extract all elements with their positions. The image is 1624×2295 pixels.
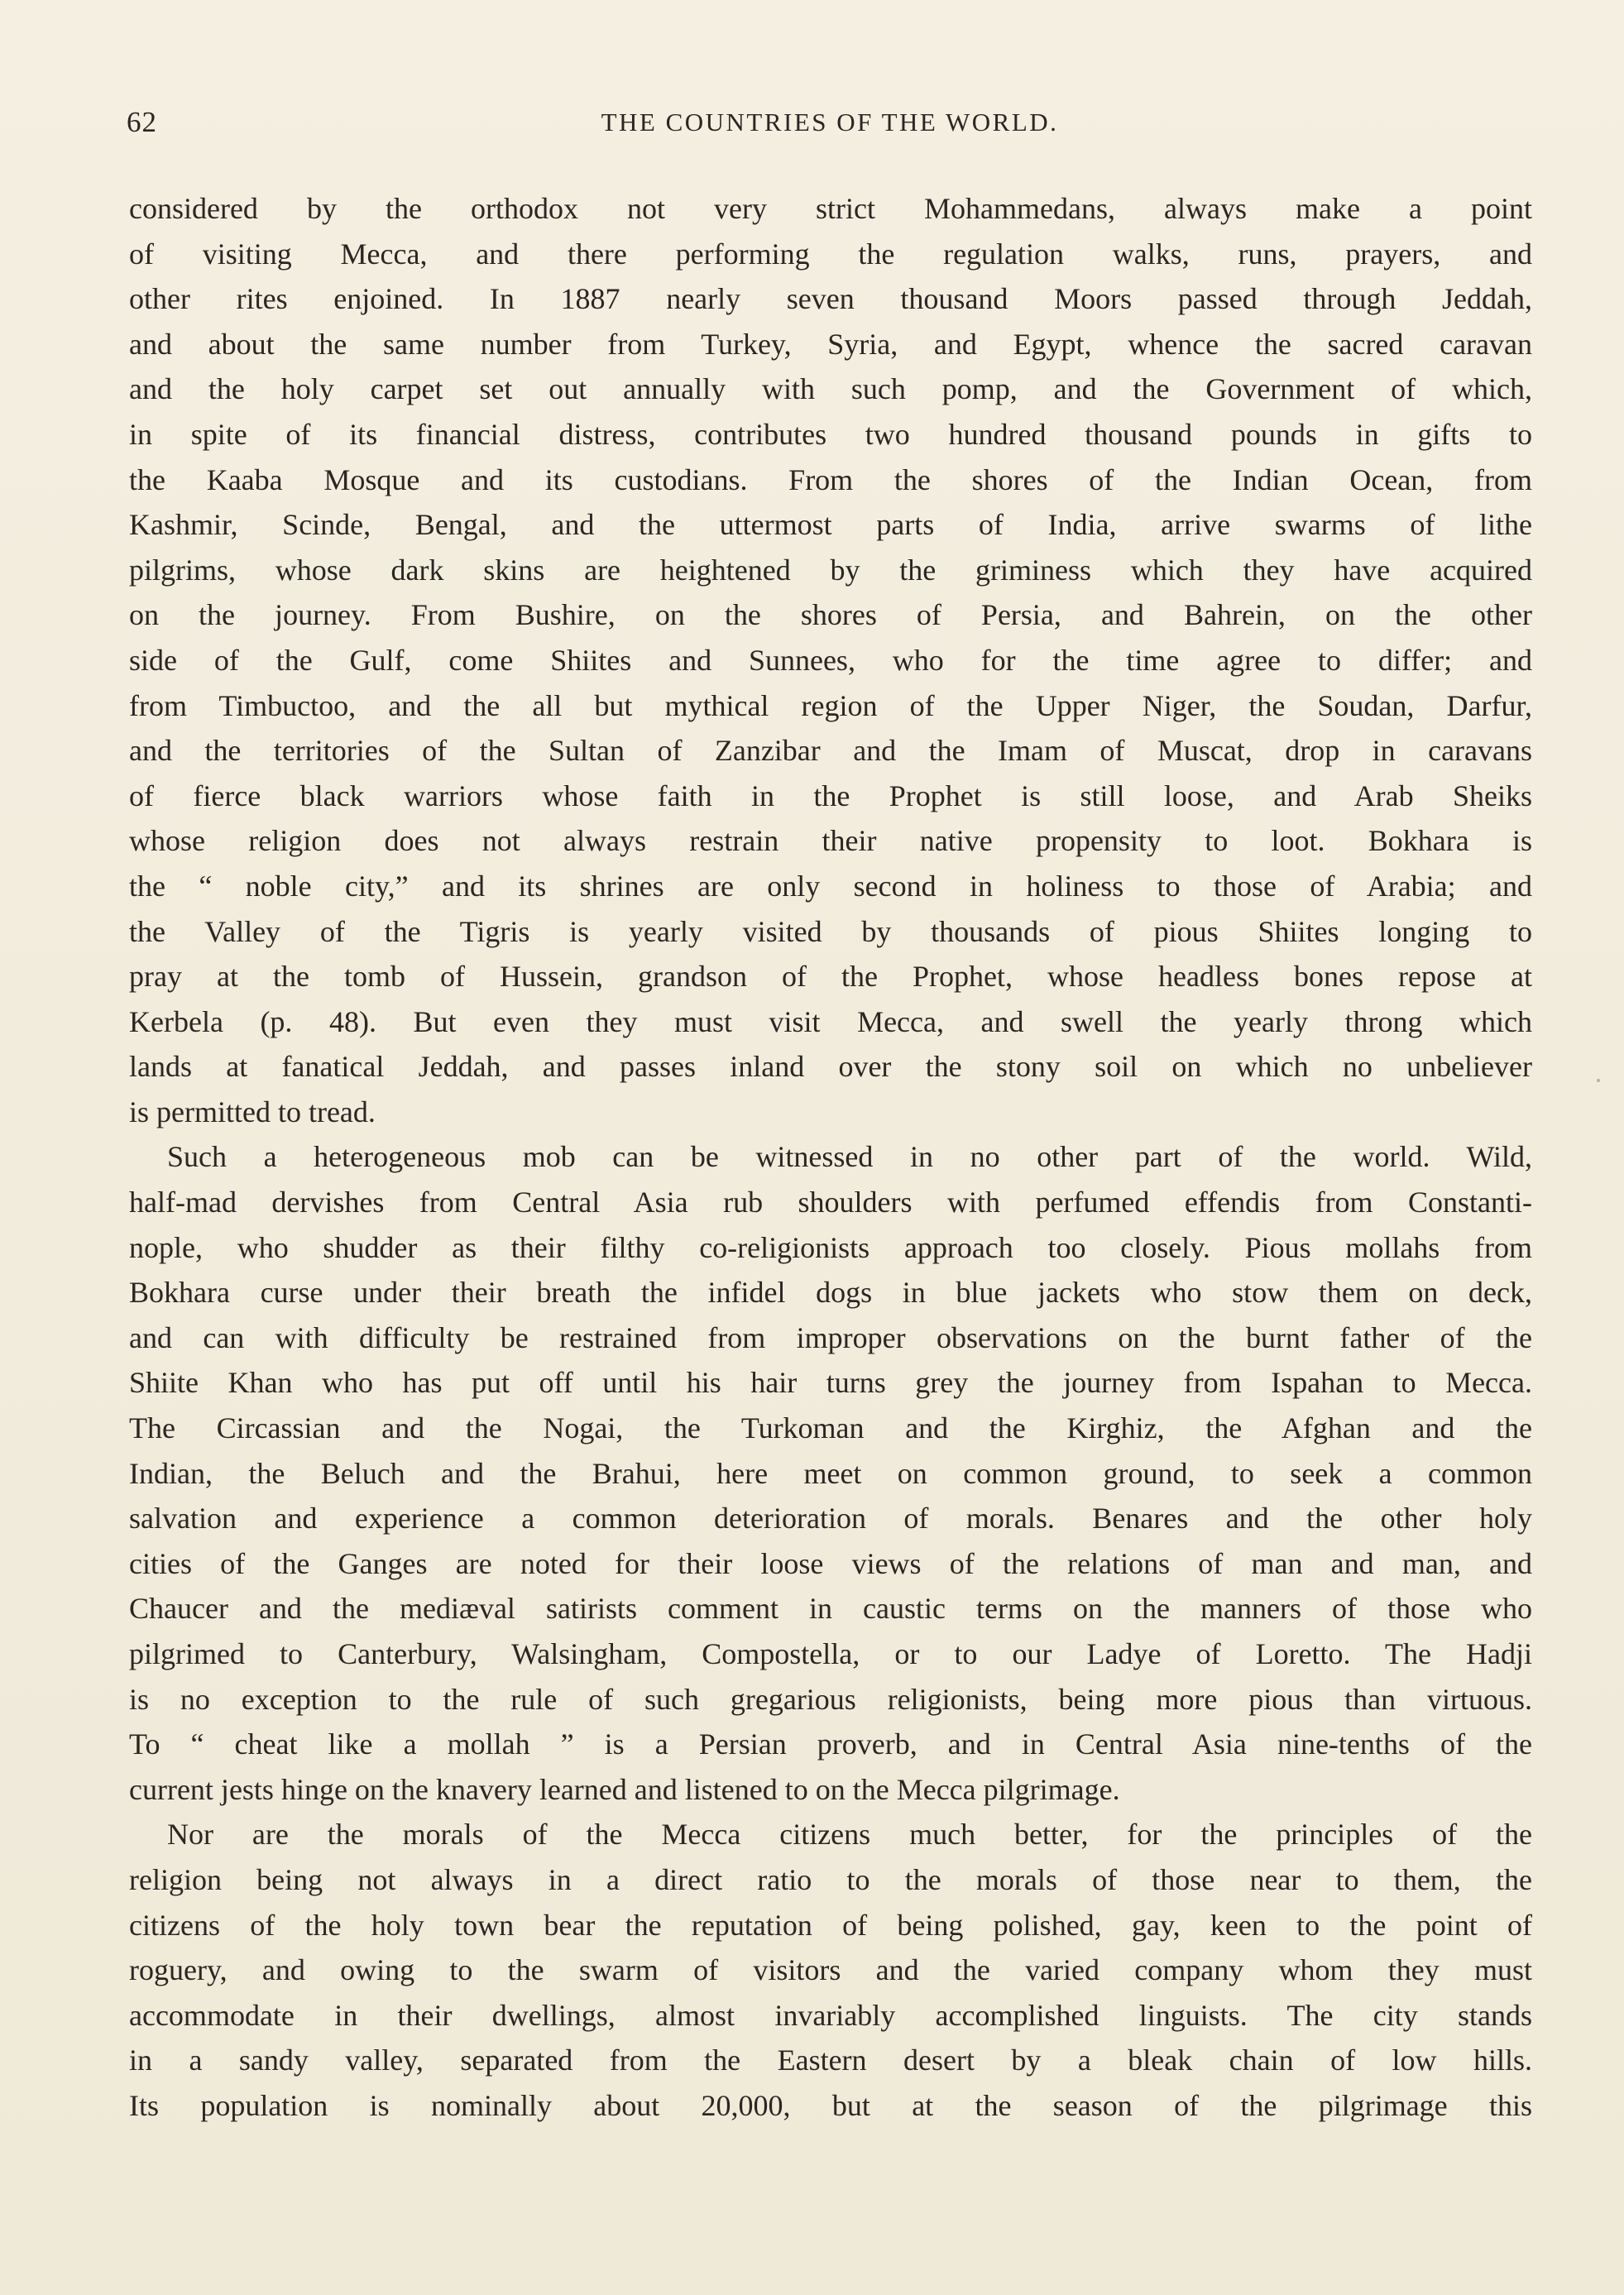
text-line: religion being not always in a direct ratio to the morals of those near to them, the — [129, 1862, 1532, 1896]
text-line: considered by the orthodox not very strict Mohammedans, always make a point — [129, 192, 1532, 225]
text-line: Shiite Khan who has put off until his hair turns grey the journey from Ispahan to Mecca. — [129, 1366, 1532, 1400]
text-line: in spite of its financial distress, contributes two hundred thousand pounds in gifts to — [129, 417, 1532, 451]
text-line: and the territories of the Sultan of Zanzibar and the Imam of Muscat, drop in caravans — [129, 734, 1532, 768]
text-line: pilgrimed to Canterbury, Walsingham, Compostella, or to our Ladye of Loretto. The Hadji — [129, 1637, 1532, 1670]
text-line: the Valley of the Tigris is yearly visited by thousands of pious Shiites longing to — [129, 914, 1532, 948]
paragraph-start-line: Nor are the morals of the Mecca citizens much better, for the principles of the — [167, 1818, 1532, 1852]
text-line: and can with difficulty be restrained from improper observations on the burnt father of the — [129, 1320, 1532, 1354]
text-line: Kerbela (p. 48). But even they must visit Mecca, and swell the yearly throng which — [129, 1004, 1532, 1038]
text-line: cities of the Ganges are noted for their loose views of the relations of man and man, and — [129, 1546, 1532, 1580]
text-line: pray at the tomb of Hussein, grandson of the Prophet, whose headless bones repose at — [129, 960, 1532, 994]
text-line: nople, who shudder as their filthy co-religionists approach too closely. Pious mollahs from — [129, 1230, 1532, 1264]
text-line: other rites enjoined. In 1887 nearly seven thousand Moors passed through Jeddah, — [129, 282, 1532, 316]
text-line: current jests hinge on the knavery learned and listened to on the Mecca pilgrimage. — [129, 1772, 1120, 1806]
body-text — [129, 186, 1532, 2129]
text-line: of fierce black warriors whose faith in the Prophet is still loose, and Arab Sheiks — [129, 779, 1532, 812]
text-line: pilgrims, whose dark skins are heightened by the griminess which they have acquired — [129, 553, 1532, 587]
text-line: the “ noble city,” and its shrines are only second in holiness to those of Arabia; and — [129, 869, 1532, 903]
text-line: in a sandy valley, separated from the Eastern desert by a bleak chain of low hills. — [129, 2043, 1532, 2077]
paper-speck — [1597, 1079, 1600, 1082]
text-line: salvation and experience a common deterioration of morals. Benares and the other holy — [129, 1502, 1532, 1536]
text-line: whose religion does not always restrain their native propensity to loot. Bokhara is — [129, 824, 1532, 858]
text-line: and about the same number from Turkey, Syria, and Egypt, whence the sacred caravan — [129, 327, 1532, 361]
text-line: side of the Gulf, come Shiites and Sunnees, who for the time agree to differ; and — [129, 643, 1532, 677]
text-line: the Kaaba Mosque and its custodians. From the shores of the Indian Ocean, from — [129, 462, 1532, 496]
text-line: Bokhara curse under their breath the infidel dogs in blue jackets who stow them on deck, — [129, 1276, 1532, 1310]
text-line: accommodate in their dwellings, almost invariably accomplished linguists. The city stands — [129, 1998, 1532, 2032]
page-number: 62 — [127, 106, 157, 138]
text-line: citizens of the holy town bear the reputation of being polished, gay, keen to the point of — [129, 1908, 1532, 1942]
text-line: roguery, and owing to the swarm of visitors and the varied company whom they must — [129, 1953, 1532, 1987]
paragraph-start-line: Such a heterogeneous mob can be witnessed in no other part of the world. Wild, — [167, 1140, 1532, 1174]
text-line: from Timbuctoo, and the all but mythical region of the Upper Niger, the Soudan, Darfur, — [129, 688, 1532, 722]
text-line: Its population is nominally about 20,000, but at the season of the pilgrimage this — [129, 2088, 1532, 2122]
text-line: is permitted to tread. — [129, 1095, 376, 1128]
text-line: Indian, the Beluch and the Brahui, here meet on common ground, to seek a common — [129, 1456, 1532, 1490]
text-line: of visiting Mecca, and there performing the regulation walks, runs, prayers, and — [129, 237, 1532, 271]
text-line: lands at fanatical Jeddah, and passes inland over the stony soil on which no unbeliever — [129, 1050, 1532, 1084]
running-title: THE COUNTRIES OF THE WORLD. — [601, 108, 1059, 137]
text-line: on the journey. From Bushire, on the shores of Persia, and Bahrein, on the other — [129, 598, 1532, 632]
text-line: The Circassian and the Nogai, the Turkoman and the Kirghiz, the Afghan and the — [129, 1411, 1532, 1445]
text-line: Kashmir, Scinde, Bengal, and the uttermost parts of India, arrive swarms of lithe — [129, 508, 1532, 542]
text-line: is no exception to the rule of such gregarious religionists, being more pious than virtuous. — [129, 1682, 1532, 1716]
text-line: and the holy carpet set out annually with such pomp, and the Government of which, — [129, 372, 1532, 406]
text-line: half-mad dervishes from Central Asia rub shoulders with perfumed effendis from Constanti- — [129, 1186, 1532, 1219]
page-header — [127, 106, 1533, 147]
text-line: To “ cheat like a mollah ” is a Persian proverb, and in Central Asia nine-tenths of the — [129, 1727, 1532, 1761]
text-line: Chaucer and the mediæval satirists comment in caustic terms on the manners of those who — [129, 1592, 1532, 1626]
